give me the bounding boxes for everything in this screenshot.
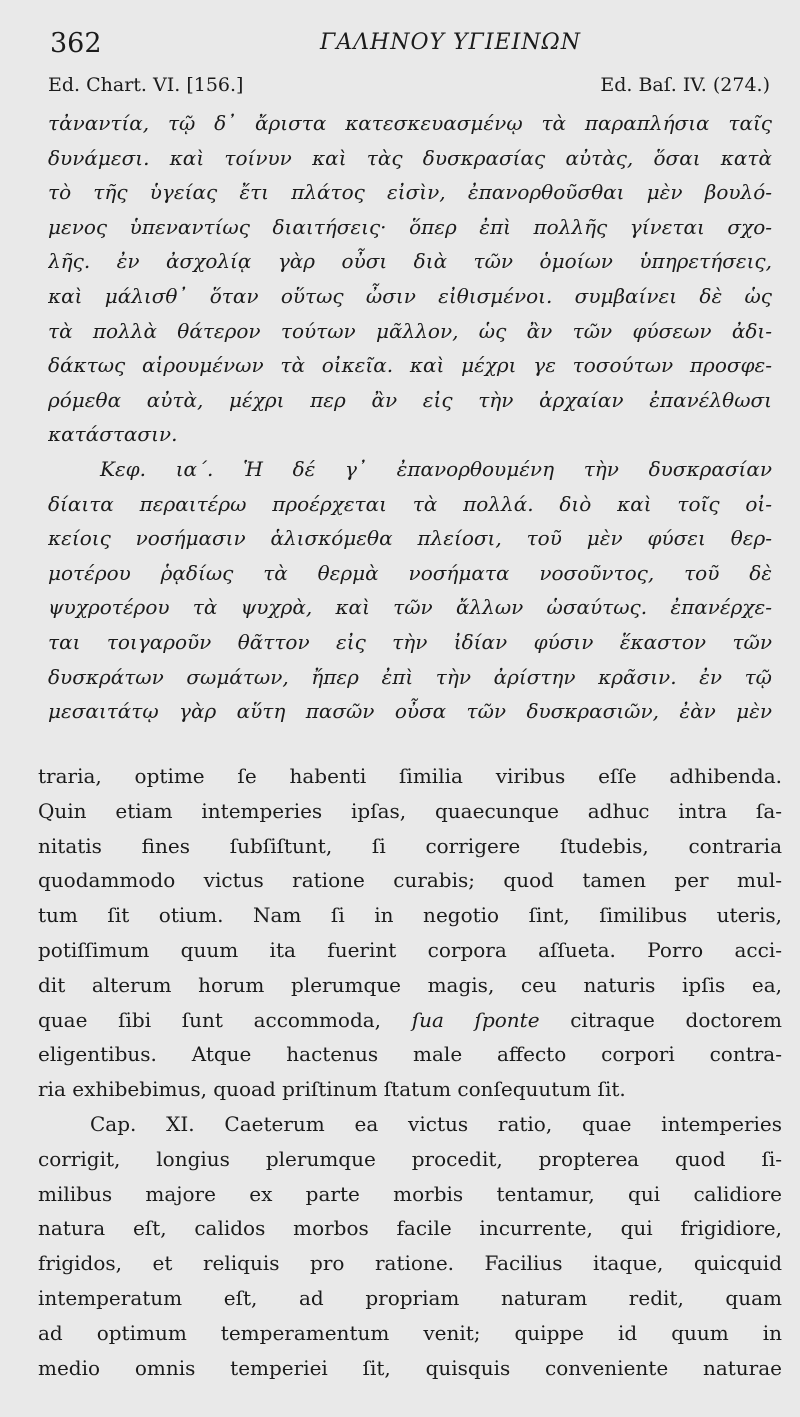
greek-line: μοτέρου ῥᾳδίως τὰ θερμὰ νοσήματα νοσοῦντος, τοῦ δὲ [48, 560, 772, 585]
edition-left: Ed. Chart. VI. [156.] [48, 74, 244, 96]
greek-line: λῆς. ἐν ἀσχολίᾳ γὰρ οὖσι διὰ τῶν ὁμοίων ὑπηρετήσεις, [48, 249, 772, 274]
greek-line: κατάστασιν. [48, 422, 178, 447]
greek-line: τἀναντία, τῷ δ᾽ ἄριστα κατεσκευασμένῳ τὰ παραπλήσια ταῖς [48, 111, 772, 135]
edition-right: Ed. Baſ. IV. (274.) [600, 74, 770, 96]
latin-line: quodammodo victus ratione curabis; quod tamen per mul- [38, 868, 782, 893]
latin-line: natura eſt, calidos morbos facile incurrente, qui frigidiore, [38, 1216, 782, 1241]
latin-line: corrigit, longius plerumque procedit, propterea quod ſi- [38, 1146, 782, 1171]
greek-line: μενος ὑπεναντίως διαιτήσεις· ὅπερ ἐπὶ πολλῆς γίνεται σχο- [48, 214, 772, 239]
greek-line: τὸ τῆς ὑγείας ἔτι πλάτος εἰσὶν, ἐπανορθοῦσθαι μὲν βουλό- [48, 180, 772, 205]
greek-line: μεσαιτάτῳ γὰρ αὕτη πασῶν οὖσα τῶν δυσκρασιῶν, ἐὰν μὲν [48, 699, 772, 724]
latin-line: tum ſit otium. Nam ſi in negotio ſint, ſimilibus uteris, [38, 903, 782, 928]
latin-line-start: quae ſibi ſunt accommoda, [38, 1007, 382, 1032]
latin-line: potiſſimum quum ita fuerint corpora aſſueta. Porro acci- [38, 937, 782, 962]
greek-line: ψυχροτέρου τὰ ψυχρὰ, καὶ τῶν ἄλλων ὡσαύτως. ἐπανέρχε- [48, 595, 772, 620]
latin-text [38, 759, 782, 1385]
latin-line: milibus majore ex parte morbis tentamur, qui calidiore [38, 1181, 782, 1206]
latin-line: frigidos, et reliquis pro ratione. Facilius itaque, quicquid [38, 1251, 782, 1276]
latin-line: nitatis fines ſubſiſtunt, ſi corrigere ſtudebis, contraria [38, 833, 782, 858]
latin-line: dit alterum horum plerumque magis, ceu naturis ipſis ea, [38, 972, 782, 997]
latin-line: Quin etiam intemperies ipſas, quaecunque adhuc intra ſa- [38, 798, 782, 823]
latin-chapter-heading: Cap. XI. Caeterum ea victus ratio, quae intemperies [90, 1111, 782, 1136]
latin-line-with-italic [38, 1003, 782, 1038]
latin-line-end: citraque doctorem [570, 1007, 782, 1032]
latin-line: intemperatum eſt, ad propriam naturam redit, quam [38, 1285, 782, 1310]
running-title: ΓΑΛΗΝΟΥ ΥΓΙΕΙΝΩΝ [320, 30, 581, 55]
latin-line: traria, optime ſe habenti ſimilia viribus eſſe adhibenda. [38, 764, 782, 788]
greek-line: δίαιτα περαιτέρω προέρχεται τὰ πολλά. διὸ καὶ τοῖς οἰ- [48, 491, 772, 516]
latin-line: ad optimum temperamentum venit; quippe id quum in [38, 1320, 782, 1345]
page-number: 362 [50, 28, 102, 59]
greek-line: δυνάμεσι. καὶ τοίνυν καὶ τὰς δυσκρασίας αὐτὰς, ὅσαι κατὰ [48, 145, 772, 170]
greek-line: δάκτως αἱρουμένων τὰ οἰκεῖα. καὶ μέχρι γε τοσούτων προσφε- [48, 353, 772, 378]
greek-line: καὶ μάλισθ᾽ ὅταν οὕτως ὦσιν εἰθισμένοι. συμβαίνει δὲ ὡς [48, 283, 772, 308]
greek-line: κείοις νοσήμασιν ἁλισκόμεθα πλείοσι, τοῦ μὲν φύσει θερ- [48, 526, 772, 551]
greek-line: δυσκράτων σωμάτων, ἤπερ ἐπὶ τὴν ἀρίστην κρᾶσιν. ἐν τῷ [48, 664, 772, 689]
greek-line: τὰ πολλὰ θάτερον τούτων μᾶλλον, ὡς ἂν τῶν φύσεων ἀδι- [48, 318, 772, 343]
edition-references [48, 74, 770, 104]
latin-italic-phrase: ſua ſponte [411, 1007, 540, 1032]
greek-chapter-heading: Κεφ. ια΄. Ἡ δέ γ᾽ ἐπανορθουμένη τὴν δυσκρασίαν [100, 456, 772, 481]
greek-line: ται τοιγαροῦν θᾶττον εἰς τὴν ἰδίαν φύσιν ἕκαστον τῶν [48, 629, 772, 654]
greek-text [48, 106, 772, 729]
latin-line: eligentibus. Atque hactenus male affecto corpori contra- [38, 1042, 782, 1067]
greek-line: ρόμεθα αὐτὰ, μέχρι περ ἂν εἰς τὴν ἀρχαίαν ἐπανέλθωσι [48, 387, 772, 412]
latin-line: ria exhibebimus, quoad priſtinum ſtatum conſequutum ſit. [38, 1077, 626, 1102]
page-header [50, 26, 780, 66]
latin-line: medio omnis temperiei ſit, quisquis conveniente naturae [38, 1355, 782, 1380]
